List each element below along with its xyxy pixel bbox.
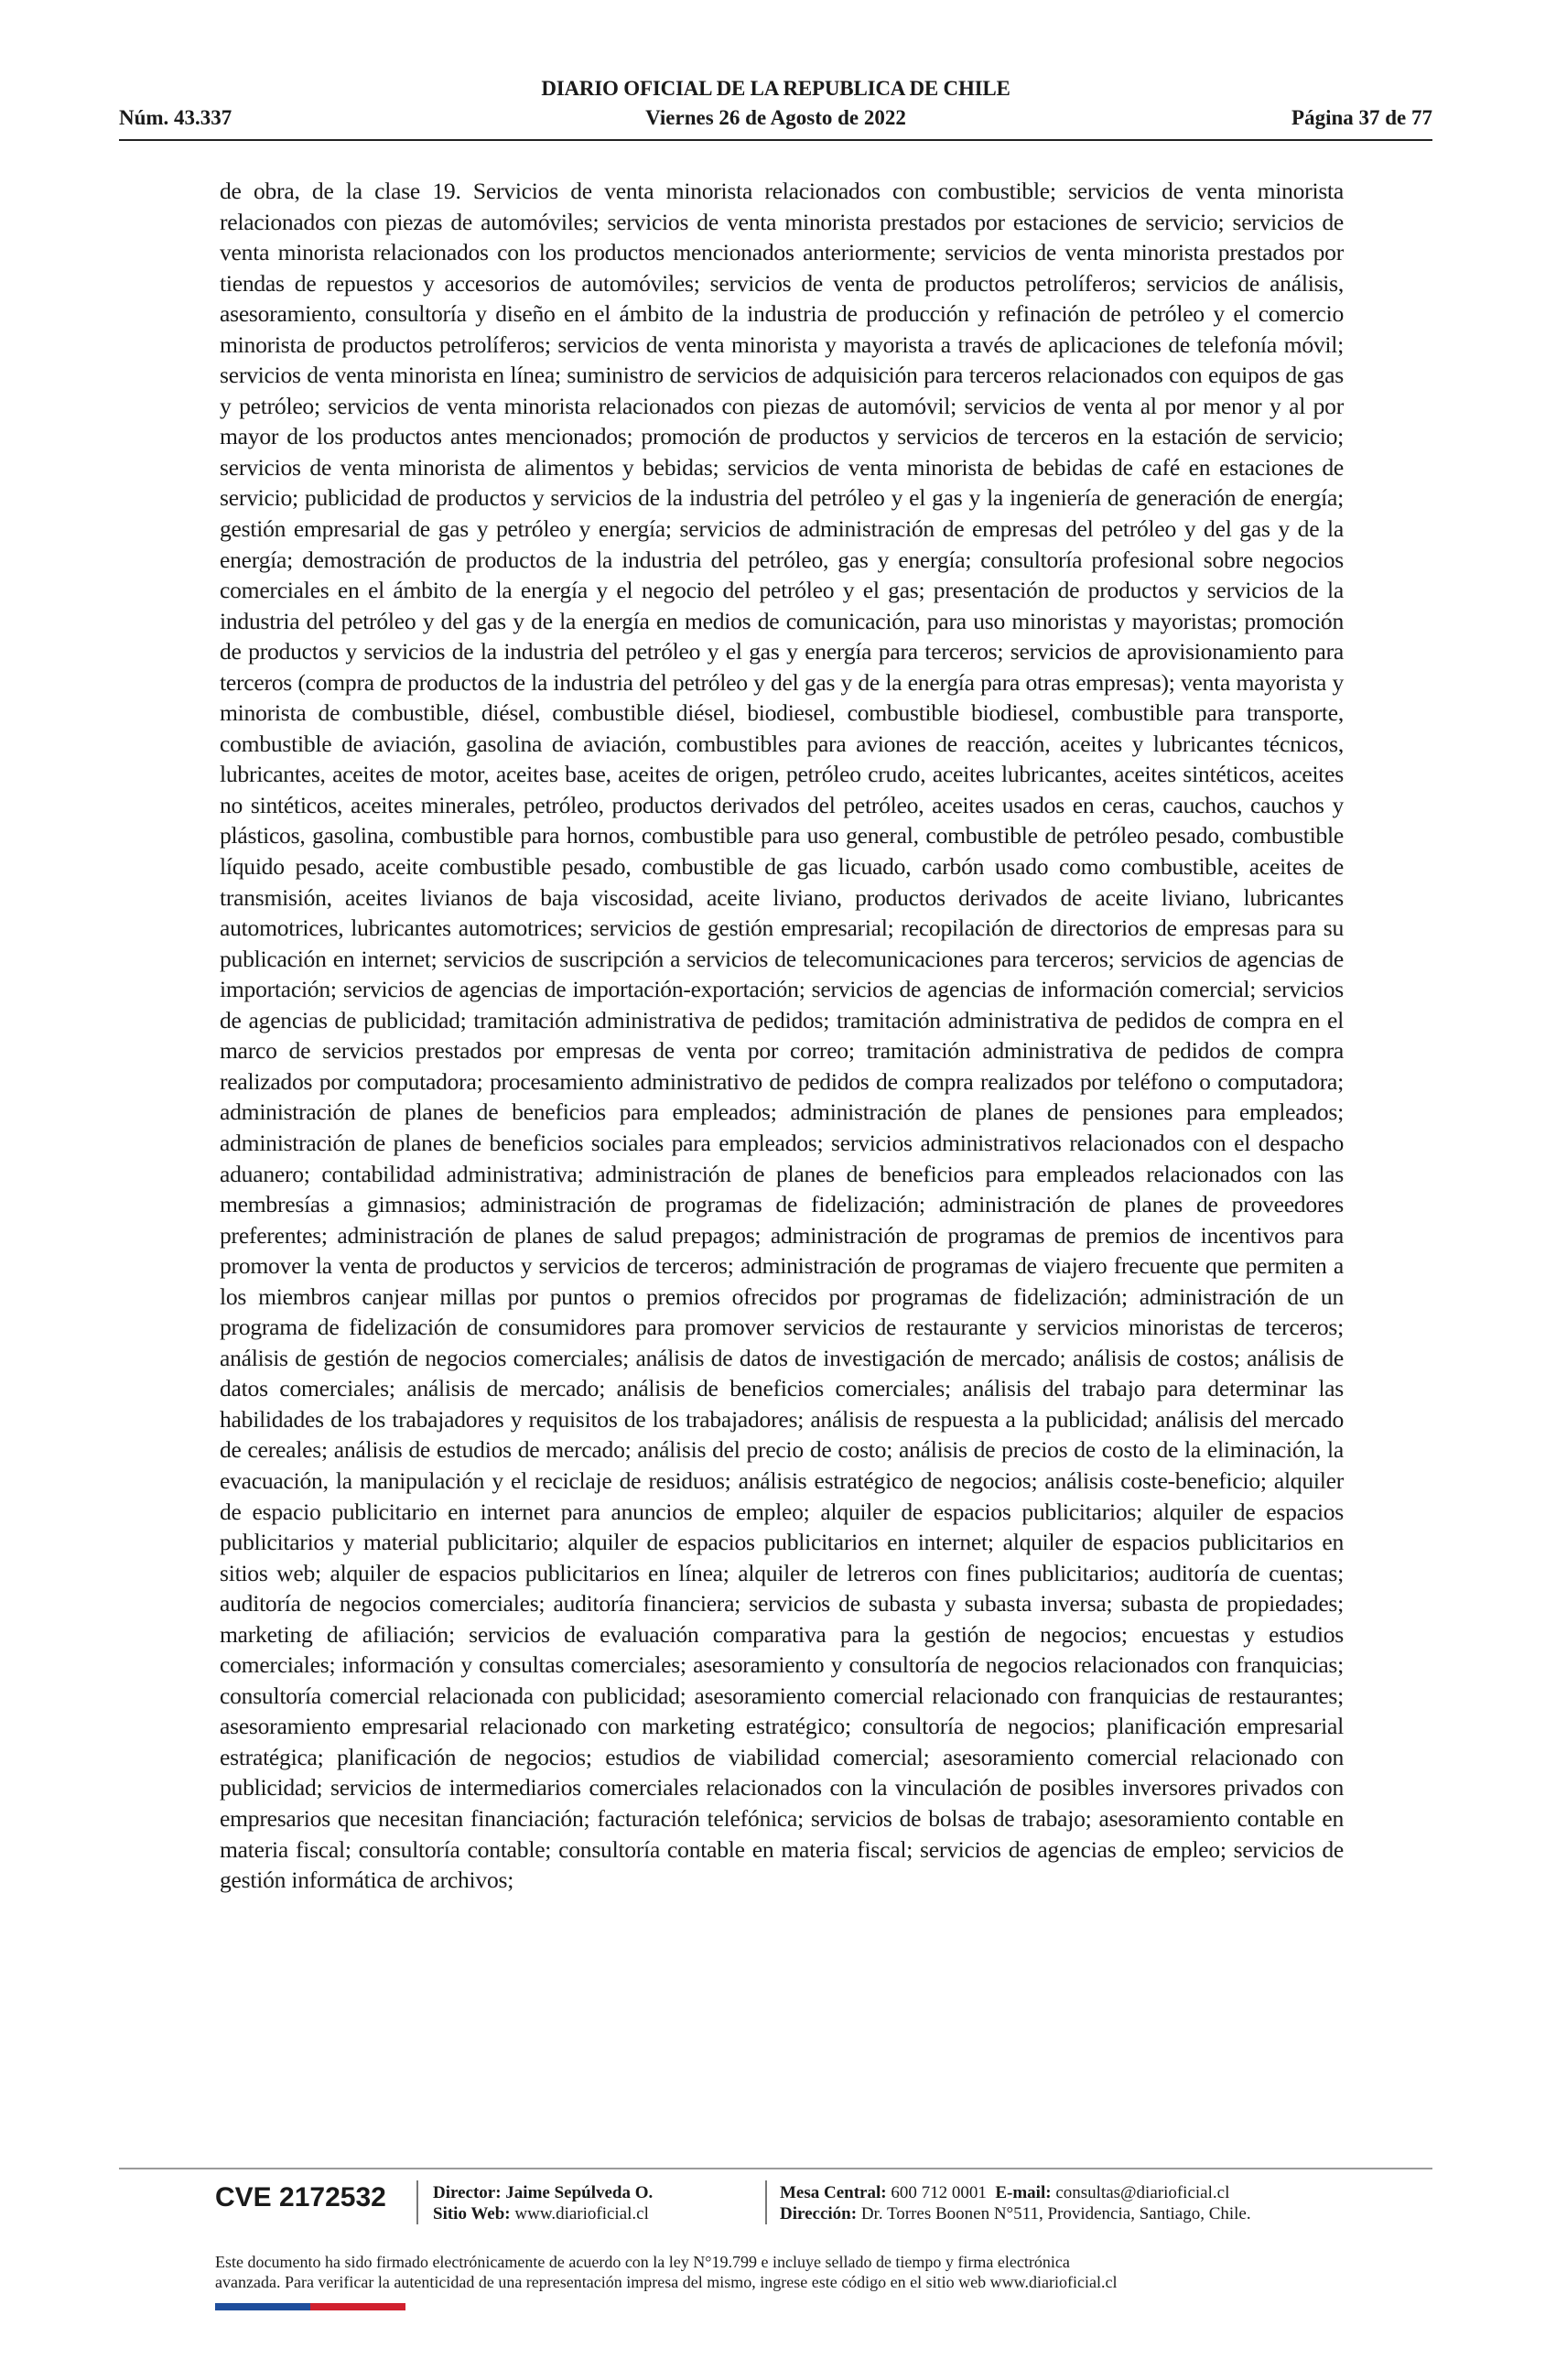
email-link[interactable]: consultas@diarioficial.cl xyxy=(1055,2183,1230,2202)
email-label: E-mail: xyxy=(995,2183,1052,2202)
director-name: Jaime Sepúlveda O. xyxy=(505,2183,654,2202)
website-link[interactable]: www.diarioficial.cl xyxy=(514,2204,649,2223)
page-header xyxy=(119,71,1432,146)
phone-number: 600 712 0001 xyxy=(891,2183,987,2202)
page-number: Página 37 de 77 xyxy=(1291,106,1432,129)
footer-contact-block xyxy=(780,2182,1251,2224)
issue-date: Viernes 26 de Agosto de 2022 xyxy=(645,106,906,129)
footer-divider xyxy=(119,2168,1432,2169)
address-text: Dr. Torres Boonen N°511, Providencia, Santiago, Chile. xyxy=(860,2204,1251,2223)
header-divider xyxy=(119,139,1432,141)
issue-number: Núm. 43.337 xyxy=(119,106,232,129)
flag-stripe-blue xyxy=(215,2303,310,2310)
footer-director-block xyxy=(433,2182,653,2224)
publication-title: DIARIO OFICIAL DE LA REPUBLICA DE CHILE xyxy=(541,77,1010,100)
website-label: Sitio Web: xyxy=(433,2204,511,2223)
body-text: de obra, de la clase 19. Servicios de venta minorista relacionados con combustible; servicios de venta minorista relacionados con piezas de automóviles; servicios de venta minorista prestados por estaciones de servicio; servicios de venta minorista relacionados con los productos mencionados anteriormente; servicios de venta minorista prestados por tiendas de repuestos y accesorios de automóviles; servicios de venta de productos petrolíferos; servicios de análisis, asesoramiento, consultoría y diseño en el ámbito de la industria de producción y refinación de petróleo y el comercio minorista de productos petrolíferos; servicios de venta minorista y mayorista a través de aplicaciones de telefonía móvil; servicios de venta minorista en línea; suministro de servicios de adquisición para terceros relacionados con equipos de gas y petróleo; servicios de venta minorista relacionados con piezas de automóvil; servicios de venta al por menor y al por mayor de los productos antes mencionados; promoción de productos y servicios de terceros en la estación de servicio; servicios de venta minorista de alimentos y bebidas; servicios de venta minorista de bebidas de café en estaciones de servicio; publicidad de productos y servicios de la industria del petróleo y el gas y la ingeniería de generación de energía; gestión empresarial de gas y petróleo y energía; servicios de administración de empresas del petróleo y del gas y de la energía; demostración de productos de la industria del petróleo, gas y energía; consultoría profesional sobre negocios comerciales en el ámbito de la energía y el negocio del petróleo y el gas; presentación de productos y servicios de la industria del petróleo y del gas y de la energía en medios de comunicación, para uso minoristas y mayoristas; promoción de productos y servicios de la industria del petróleo y el gas y energía para terceros; servicios de aprovisionamiento para terceros (compra de productos de la industria del petróleo y del gas y de la energía para otras empresas); venta mayorista y minorista de combustible, diésel, combustible diésel, biodiesel, combustible biodiesel, combustible para transporte, combustible de aviación, gasolina de aviación, combustibles para aviones de reacción, aceites y lubricantes técnicos, lubricantes, aceites de motor, aceites base, aceites de origen, petróleo crudo, aceites lubricantes, aceites sintéticos, aceites no sintéticos, aceites minerales, petróleo, productos derivados del petróleo, aceites usados en ceras, cauchos, cauchos y plásticos, gasolina, combustible para hornos, combustible para uso general, combustible de petróleo pesado, combustible líquido pesado, aceite combustible pesado, combustible de gas licuado, carbón usado como combustible, aceites de transmisión, aceites livianos de baja viscosidad, aceite liviano, productos derivados de aceite liviano, lubricantes automotrices, lubricantes automotrices; servicios de gestión empresarial; recopilación de directorios de empresas para su publicación en internet; servicios de suscripción a servicios de telecomunicaciones para terceros; servicios de agencias de importación; servicios de agencias de importación-exportación; servicios de agencias de información comercial; servicios de agencias de publicidad; tramitación administrativa de pedidos; tramitación administrativa de pedidos de compra en el marco de servicios prestados por empresas de venta por correo; tramitación administrativa de pedidos de compra realizados por computadora; procesamiento administrativo de pedidos de compra realizados por teléfono o computadora; administración de planes de beneficios para empleados; administración de planes de pensiones para empleados; administración de planes de beneficios sociales para empleados; servicios administrativos relacionados con el despacho aduanero; contabilidad administrativa; administración de planes de beneficios para empleados relacionados con las membresías a gimnasios; administración de programas de fidelización; administración de planes de proveedores preferentes; administración de planes de salud prepagos; administración de programas de premios de incentivos para promover la venta de productos y servicios de terceros; administración de programas de viajero frecuente que permiten a los miembros canjear millas por puntos o premios ofrecidos por programas de fidelización; administración de un programa de fidelización de consumidores para promover servicios de restaurante y servicios minoristas de terceros; análisis de gestión de negocios comerciales; análisis de datos de investigación de mercado; análisis de costos; análisis de datos comerciales; análisis de mercado; análisis de beneficios comerciales; análisis del trabajo para determinar las habilidades de los trabajadores y requisitos de los trabajadores; análisis de respuesta a la publicidad; análisis del mercado de cereales; análisis de estudios de mercado; análisis del precio de costo; análisis de precios de costo de la eliminación, la evacuación, la manipulación y el reciclaje de residuos; análisis estratégico de negocios; análisis coste-beneficio; alquiler de espacio publicitario en internet para anuncios de empleo; alquiler de espacios publicitarios; alquiler de espacios publicitarios y material publicitario; alquiler de espacios publicitarios en internet; alquiler de espacios publicitarios en sitios web; alquiler de espacios publicitarios en línea; alquiler de letreros con fines publicitarios; auditoría de cuentas; auditoría de negocios comerciales; auditoría financiera; servicios de subasta y subasta inversa; subasta de propiedades; marketing de afiliación; servicios de evaluación comparativa para la gestión de negocios; encuestas y estudios comerciales; información y consultas comerciales; asesoramiento y consultoría de negocios relacionados con franquicias; consultoría comercial relacionada con publicidad; asesoramiento comercial relacionado con franquicias de restaurantes; asesoramiento empresarial relacionado con marketing estratégico; consultoría de negocios; planificación empresarial estratégica; planificación de negocios; estudios de viabilidad comercial; asesoramiento comercial relacionado con publicidad; servicios de intermediarios comerciales relacionados con la vinculación de posibles inversores privados con empresarios que necesitan financiación; facturación telefónica; servicios de bolsas de trabajo; asesoramiento contable en materia fiscal; consultoría contable; consultoría contable en materia fiscal; servicios de agencias de empleo; servicios de gestión informática de archivos; xyxy=(220,178,1344,1894)
phone-label: Mesa Central: xyxy=(780,2183,887,2202)
legal-notice-line: Este documento ha sido firmado electrónicamente de acuerdo con la ley N°19.799 e incluye sellado de tiempo y firma electrónica xyxy=(215,2253,1070,2271)
footer-separator xyxy=(765,2180,767,2224)
legal-notice xyxy=(215,2252,1350,2292)
director-label: Director: xyxy=(433,2183,502,2202)
flag-stripe-red xyxy=(310,2303,405,2310)
cve-code: CVE 2172532 xyxy=(215,2182,386,2212)
address-label: Dirección: xyxy=(780,2204,858,2223)
legal-notice-line: avanzada. Para verificar la autenticidad de una representación impresa del mismo, ingrese este código en el sitio web www.diarioficial.cl xyxy=(215,2273,1118,2291)
footer-separator xyxy=(416,2180,418,2224)
